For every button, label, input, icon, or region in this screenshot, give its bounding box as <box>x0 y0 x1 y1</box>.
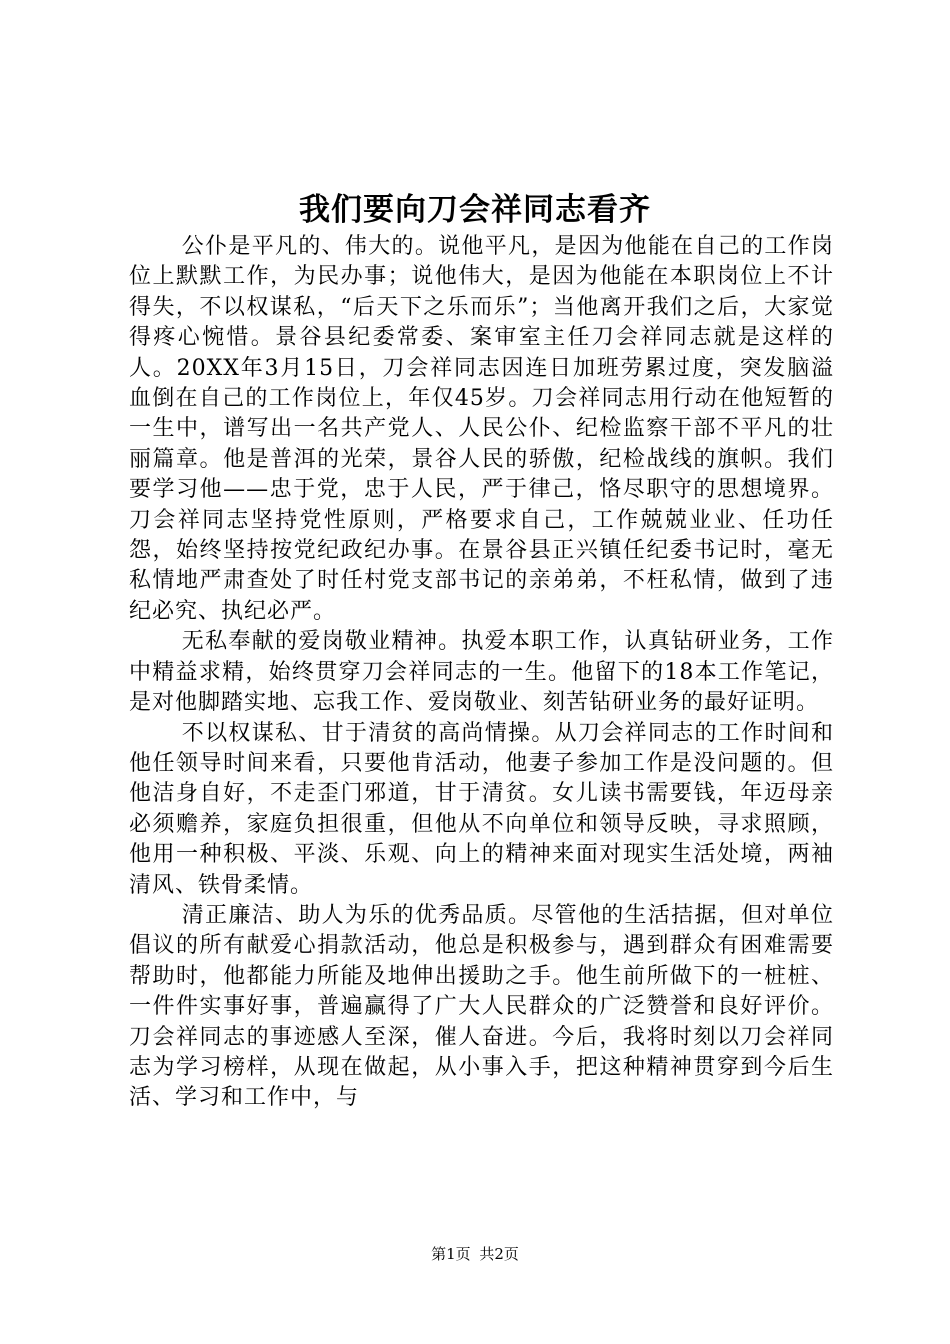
body-paragraph: 无私奉献的爱岗敬业精神。执爱本职工作，认真钻研业务，工作中精益求精，始终贯穿刀会祥同志的一生。他留下的18本工作笔记，是对他脚踏实地、忘我工作、爱岗敬业、刻苦钻研业务的最好证明。 <box>129 629 834 716</box>
body-paragraph: 公仆是平凡的、伟大的。说他平凡，是因为他能在自己的工作岗位上默默工作，为民办事；说他伟大，是因为他能在本职岗位上不计得失，不以权谋私，“后天下之乐而乐”；当他离开我们之后，大家觉得疼心惋惜。景谷县纪委常委、案审室主任刀会祥同志就是这样的人。20XX年3月15日，刀会祥同志因连日加班劳累过度，突发脑溢血倒在自己的工作岗位上，年仅45岁。刀会祥同志用行动在他短暂的一生中，谱写出一名共产党人、人民公仆、纪检监察干部不平凡的壮丽篇章。他是普洱的光荣，景谷人民的骄傲，纪检战线的旗帜。我们要学习他——忠于党，忠于人民，严于律己，恪尽职守的思想境界。刀会祥同志坚持党性原则，严格要求自己，工作兢兢业业、任功任怨，始终坚持按党纪政纪办事。在景谷县正兴镇任纪委书记时，毫无私情地严肃查处了时任村党支部书记的亲弟弟，不枉私情，做到了违纪必究、执纪必严。 <box>129 234 834 624</box>
page-footer <box>0 1244 950 1264</box>
body-paragraph: 不以权谋私、甘于清贫的高尚情操。从刀会祥同志的工作时间和他任领导时间来看，只要他肯活动，他妻子参加工作是没问题的。但他洁身自好，不走歪门邪道，甘于清贫。女儿读书需要钱，年迈母亲必须赡养，家庭负担很重，但他从不向单位和领导反映，寻求照顾，他用一种积极、平淡、乐观、向上的精神来面对现实生活处境，两袖清风、铁骨柔情。 <box>129 720 834 898</box>
document-title: 我们要向刀会祥同志看齐 <box>299 192 651 228</box>
body-paragraph: 清正廉洁、助人为乐的优秀品质。尽管他的生活拮据，但对单位倡议的所有献爱心捐款活动，他总是积极参与，遇到群众有困难需要帮助时，他都能力所能及地伸出援助之手。他生前所做下的一桩桩、一件件实事好事，普遍赢得了广大人民群众的广泛赞誉和良好评价。刀会祥同志的事迹感人至深，催人奋进。今后，我将时刻以刀会祥同志为学习榜样，从现在做起，从小事入手，把这种精神贯穿到今后生活、学习和工作中，与 <box>129 902 834 1111</box>
document-body <box>129 232 834 1114</box>
page-number-total: 共2页 <box>479 1245 519 1263</box>
page-number-current: 第1页 <box>431 1245 471 1263</box>
